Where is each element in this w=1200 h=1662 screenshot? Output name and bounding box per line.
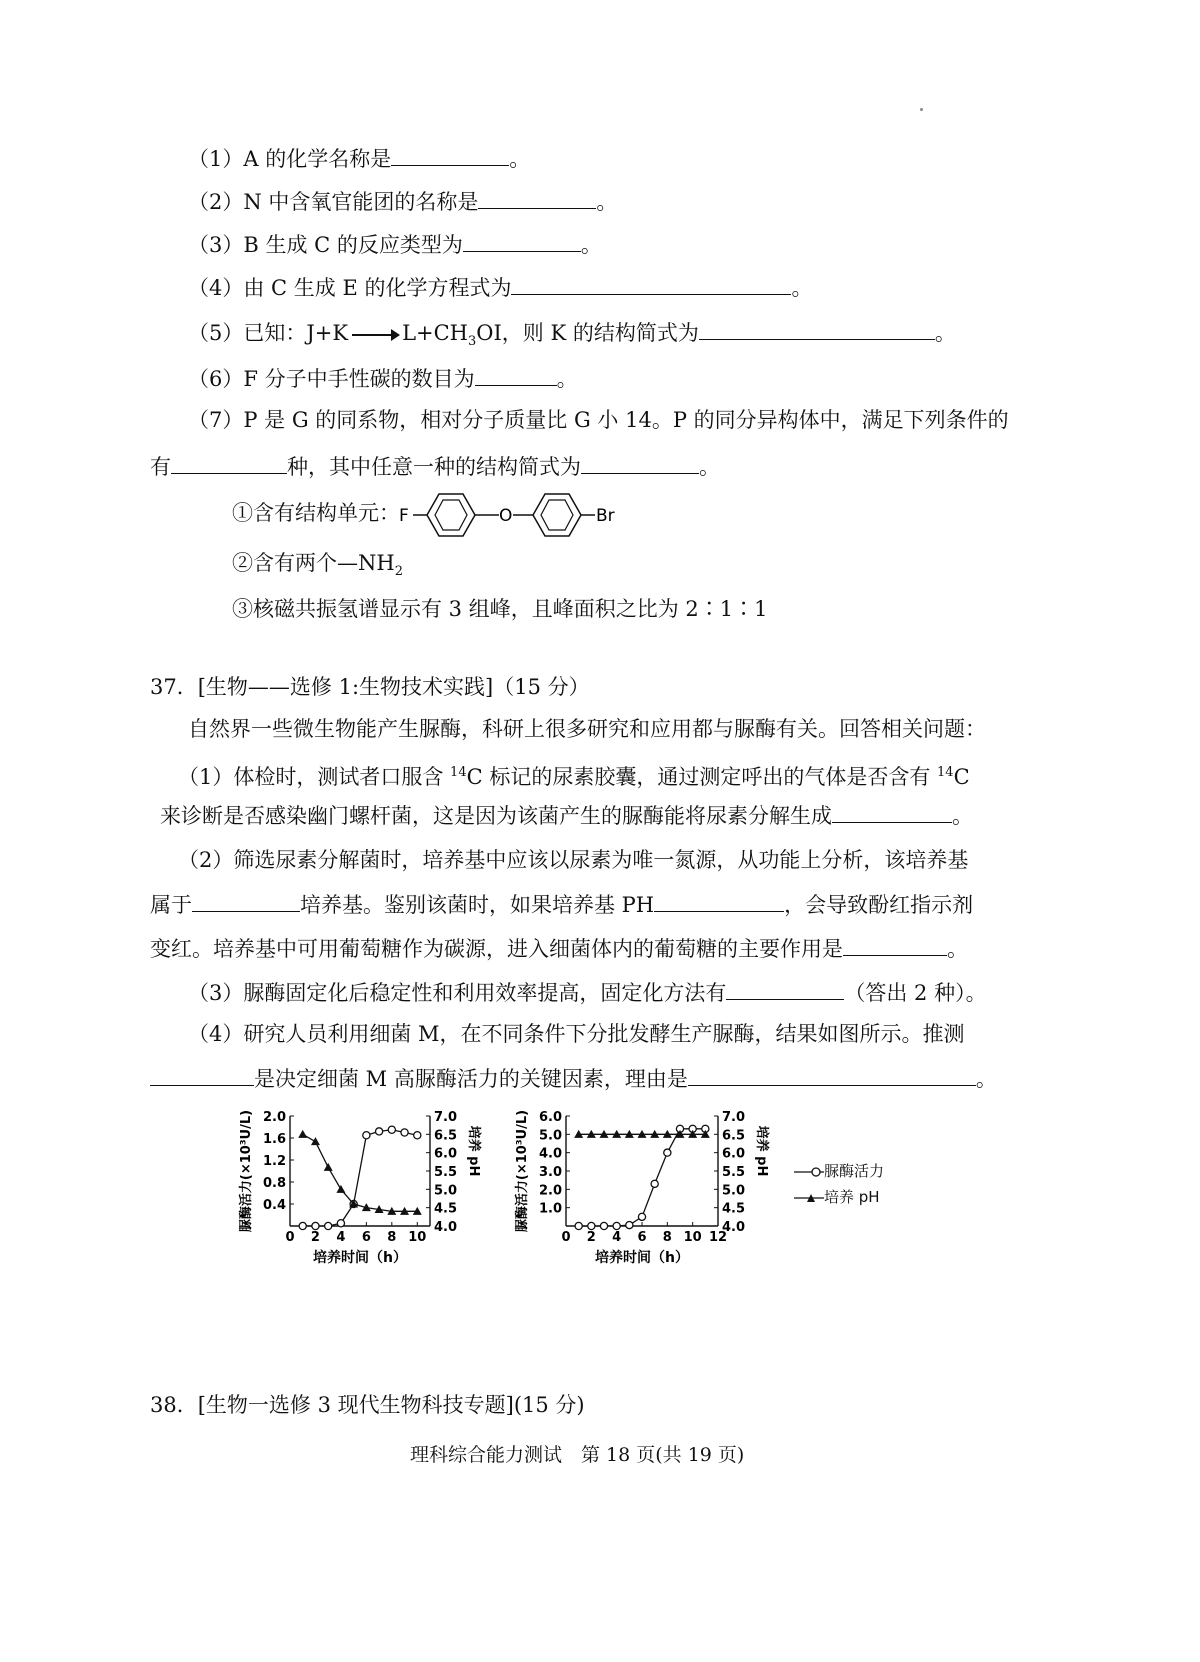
answer-blank[interactable]	[699, 317, 935, 340]
bio37-q2-line3: 变红。培养基中可用葡萄糖作为碳源，进入细菌体内的葡萄糖的主要作用是 。	[150, 933, 968, 964]
activity-data-point	[337, 1220, 344, 1227]
y2-tick-label: 4.5	[434, 1201, 458, 1217]
ph-data-point	[336, 1185, 345, 1193]
y2-tick-label: 5.0	[722, 1183, 746, 1199]
activity-data-point	[375, 1128, 382, 1135]
y-tick-label: 2.0	[262, 1110, 286, 1125]
y2-tick-label: 5.0	[434, 1183, 458, 1199]
chart-legend	[794, 1158, 884, 1210]
activity-data-point	[299, 1222, 306, 1229]
y2-tick-label: 7.0	[434, 1110, 458, 1125]
answer-blank[interactable]	[581, 451, 699, 474]
activity-series-line	[579, 1129, 706, 1226]
activity-data-point	[401, 1129, 408, 1136]
legend-item-ph: 培养 pH	[794, 1184, 884, 1210]
legend-item-activity: 脲酶活力	[794, 1158, 884, 1184]
x-tick-label: 2	[586, 1230, 596, 1245]
y-axis-label: 脲酶活力(×10³U/L)	[515, 1109, 530, 1233]
y2-axis-label: 培养 pH	[754, 1125, 769, 1177]
bio37-q3: （3）脲酶固定化后稳定性和利用效率提高，固定化方法有 （答出 2 种）。	[188, 977, 987, 1008]
x-tick-label: 8	[662, 1230, 672, 1245]
y-tick-label: 1.0	[538, 1201, 562, 1217]
activity-data-point	[575, 1222, 582, 1229]
y2-tick-label: 5.5	[434, 1165, 458, 1180]
chem-cond2: ②含有两个$—NH_2$	[232, 551, 403, 580]
activity-data-point	[613, 1222, 620, 1229]
y-tick-label: 0.8	[262, 1176, 286, 1191]
activity-data-point	[664, 1149, 671, 1156]
answer-blank[interactable]	[475, 363, 557, 386]
activity-data-point	[588, 1222, 595, 1229]
chem-q1: （1）A 的化学名称是 。	[188, 143, 530, 174]
chem-q5: （5）已知：J+K $L+CH_3OI$，则 K 的结构简式为 。	[188, 317, 956, 357]
ph-data-point	[311, 1137, 320, 1145]
chem-q2: （2）N 中含氧官能团的名称是 。	[188, 186, 617, 217]
answer-blank[interactable]	[654, 889, 784, 912]
bio38-heading: 38．[生物一选修 3 现代生物科技专题](15 分)	[150, 1393, 585, 1417]
bio37-q4-line2: 是决定细菌 M 高脲酶活力的关键因素，理由是 。	[150, 1063, 997, 1094]
y2-axis-label: 培养 pH	[466, 1125, 481, 1177]
chem-q7-line1: （7）P 是 G 的同系物，相对分子质量比 G 小 14。P 的同分异构体中，满足下列条件的	[188, 408, 1009, 432]
answer-blank[interactable]	[688, 1063, 976, 1086]
bio37-heading: 37．[生物——选修 1:生物技术实践]（15 分）	[150, 675, 590, 699]
answer-blank[interactable]	[391, 143, 509, 166]
activity-data-point	[600, 1222, 607, 1229]
y-tick-label: 6.0	[538, 1110, 562, 1125]
chem-q6: （6）F 分子中手性碳的数目为 。	[188, 363, 578, 394]
y-tick-label: 1.6	[262, 1132, 286, 1147]
answer-blank[interactable]	[478, 186, 596, 209]
y2-tick-label: 5.5	[722, 1165, 746, 1180]
answer-blank[interactable]	[192, 889, 300, 912]
x-tick-label: 6	[361, 1230, 371, 1245]
urease-chart-1	[236, 1100, 496, 1290]
bio37-q2-line1: （2）筛选尿素分解菌时，培养基中应该以尿素为唯一氮源，从功能上分析，该培养基	[178, 848, 969, 872]
bio37-q2-line2: 属于 培养基。鉴别该菌时，如果培养基 PH ，会导致酚红指示剂	[150, 889, 973, 920]
urease-chart-2	[512, 1100, 782, 1290]
chem-q3: （3）B 生成 C 的反应类型为 。	[188, 229, 602, 260]
x-axis-label: 培养时间（h）	[313, 1250, 407, 1266]
answer-blank[interactable]	[832, 800, 952, 823]
activity-data-point	[638, 1213, 645, 1220]
y-axis-label: 脲酶活力(×10³U/L)	[239, 1109, 254, 1233]
y2-tick-label: 4.5	[722, 1201, 746, 1217]
chem-cond1: ①含有结构单元：	[232, 501, 400, 525]
activity-data-point	[363, 1132, 370, 1139]
activity-data-point	[388, 1126, 395, 1133]
answer-blank[interactable]	[463, 229, 581, 252]
x-tick-label: 4	[612, 1230, 622, 1245]
page-footer: 理科综合能力测试 第 18 页(共 19 页)	[410, 1444, 745, 1466]
y2-tick-label: 4.0	[434, 1220, 458, 1235]
bio37-q1-line2: 来诊断是否感染幽门螺杆菌，这是因为该菌产生的脲酶能将尿素分解生成 。	[160, 800, 973, 831]
answer-blank[interactable]	[171, 451, 287, 474]
y-tick-label: 4.0	[538, 1146, 562, 1162]
bromine-label: Br	[596, 506, 615, 526]
filled-triangle-marker-icon	[794, 1192, 824, 1204]
y2-tick-label: 4.0	[722, 1220, 746, 1235]
x-tick-label: 6	[637, 1230, 647, 1245]
y2-tick-label: 6.5	[434, 1128, 458, 1144]
y-tick-label: 0.4	[262, 1198, 286, 1213]
open-circle-marker-icon	[794, 1166, 824, 1178]
x-tick-label: 10	[408, 1230, 427, 1245]
answer-blank[interactable]	[726, 977, 844, 1000]
y2-tick-label: 6.0	[434, 1146, 458, 1162]
activity-data-point	[414, 1132, 421, 1139]
activity-data-point	[325, 1222, 332, 1229]
ph-data-point	[324, 1163, 333, 1171]
y2-tick-label: 6.5	[722, 1128, 746, 1144]
answer-blank[interactable]	[150, 1063, 254, 1086]
chem-q7-line2: 有 种，其中任意一种的结构简式为 。	[150, 451, 720, 482]
activity-data-point	[626, 1221, 633, 1228]
x-tick-label: 8	[387, 1230, 397, 1245]
diphenyl-ether-structure	[395, 488, 645, 542]
bio37-q1-line1: （1）体检时，测试者口服含 $^{14}$C 标记的尿素胶囊，通过测定呼出的气体是否含有 $^{14}$C	[178, 765, 970, 789]
x-tick-label: 0	[561, 1230, 571, 1245]
y2-tick-label: 6.0	[722, 1146, 746, 1162]
y-tick-label: 3.0	[538, 1165, 562, 1180]
answer-blank[interactable]	[511, 272, 791, 295]
y-tick-label: 1.2	[262, 1154, 286, 1169]
chem-cond3: ③核磁共振氢谱显示有 3 组峰，且峰面积之比为 2∶1∶1	[232, 597, 768, 621]
bio37-intro: 自然界一些微生物能产生脲酶，科研上很多研究和应用都与脲酶有关。回答相关问题：	[188, 717, 986, 741]
x-axis-label: 培养时间（h）	[595, 1250, 689, 1266]
ph-data-point	[298, 1130, 307, 1138]
y-tick-label: 5.0	[538, 1128, 562, 1144]
activity-data-point	[312, 1222, 319, 1229]
chem-q4: （4）由 C 生成 E 的化学方程式为 。	[188, 272, 812, 303]
oxygen-label: O	[499, 506, 513, 526]
y2-tick-label: 7.0	[722, 1110, 746, 1125]
x-tick-label: 2	[310, 1230, 320, 1245]
y-tick-label: 2.0	[538, 1183, 562, 1199]
reaction-arrow-icon	[352, 334, 398, 336]
x-tick-label: 0	[285, 1230, 295, 1245]
bio37-q4-line1: （4）研究人员利用细菌 M，在不同条件下分批发酵生产脲酶，结果如图所示。推测	[188, 1022, 965, 1046]
fluorine-label: F	[399, 506, 409, 526]
answer-blank[interactable]	[843, 933, 947, 956]
x-tick-label: 10	[683, 1230, 702, 1245]
x-tick-label: 4	[336, 1230, 346, 1245]
x-tick-label: 12	[708, 1230, 728, 1245]
activity-data-point	[651, 1180, 658, 1187]
scan-speck	[920, 108, 923, 111]
